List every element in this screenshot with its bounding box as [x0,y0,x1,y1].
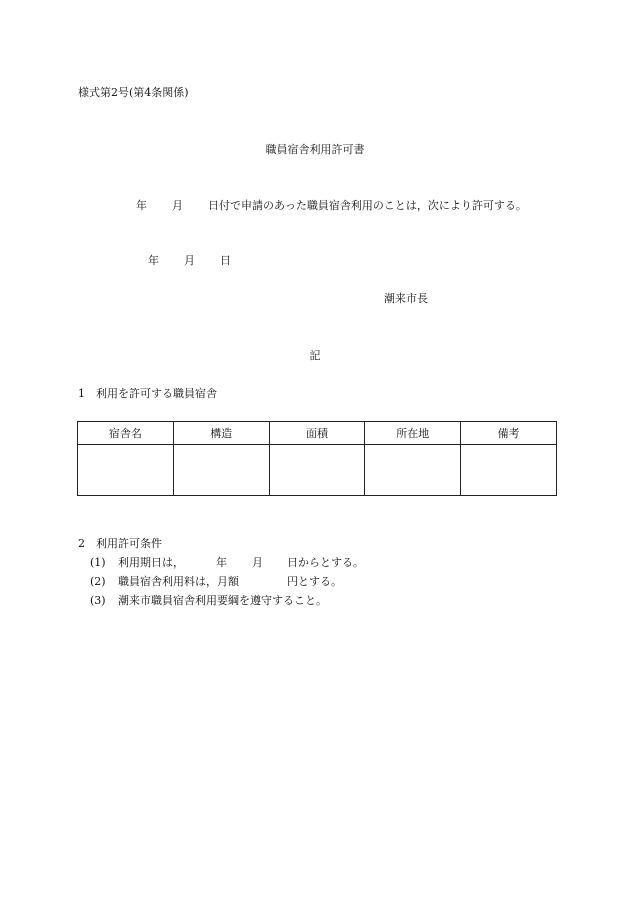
condition-text: 職員宿舎利用料は，月額 [118,575,239,588]
form-number: 様式第2号(第4条関係) [78,86,189,99]
issue-date [0,254,630,268]
column-header-area: 面積 [269,422,365,445]
table-header-row [78,422,557,445]
condition-number: (1) [90,556,106,569]
issue-month: 月 [184,254,195,267]
document-title: 職員宿舎利用許可書 [265,143,365,156]
cell-location [365,445,461,496]
condition-text-end: 日からとする。 [287,556,364,569]
intro-month: 月 [172,199,183,212]
column-header-location: 所在地 [365,422,461,445]
condition-item-3 [90,594,327,608]
intro-line [0,199,630,213]
column-header-remarks: 備考 [461,422,557,445]
dormitory-table [77,421,557,496]
column-header-dorm-name: 宿舎名 [78,422,174,445]
signer: 潮来市長 [384,292,428,305]
issue-year: 年 [148,254,159,267]
column-header-structure: 構造 [173,422,269,445]
cell-remarks [461,445,557,496]
intro-year: 年 [136,199,147,212]
cell-dorm-name [78,445,174,496]
condition-item-1 [90,556,364,570]
condition-text: 利用期日は， [118,556,184,569]
condition-number: (2) [90,575,106,588]
condition-text-end: 円とする。 [287,575,342,588]
issue-day: 日 [220,254,231,267]
condition-number: (3) [90,594,106,607]
condition-text: 潮来市職員宿舎利用要綱を遵守すること。 [118,594,327,607]
section2-heading: 2 利用許可条件 [78,537,162,550]
table-row [78,445,557,496]
condition-month: 月 [252,556,263,569]
cell-area [269,445,365,496]
condition-year: 年 [216,556,227,569]
condition-item-2 [90,575,342,589]
section1-heading: 1 利用を許可する職員宿舎 [78,387,217,400]
cell-structure [173,445,269,496]
ki-mark: 記 [309,349,321,362]
intro-text: 日付で申請のあった職員宿舎利用のことは，次により許可する。 [208,199,527,212]
